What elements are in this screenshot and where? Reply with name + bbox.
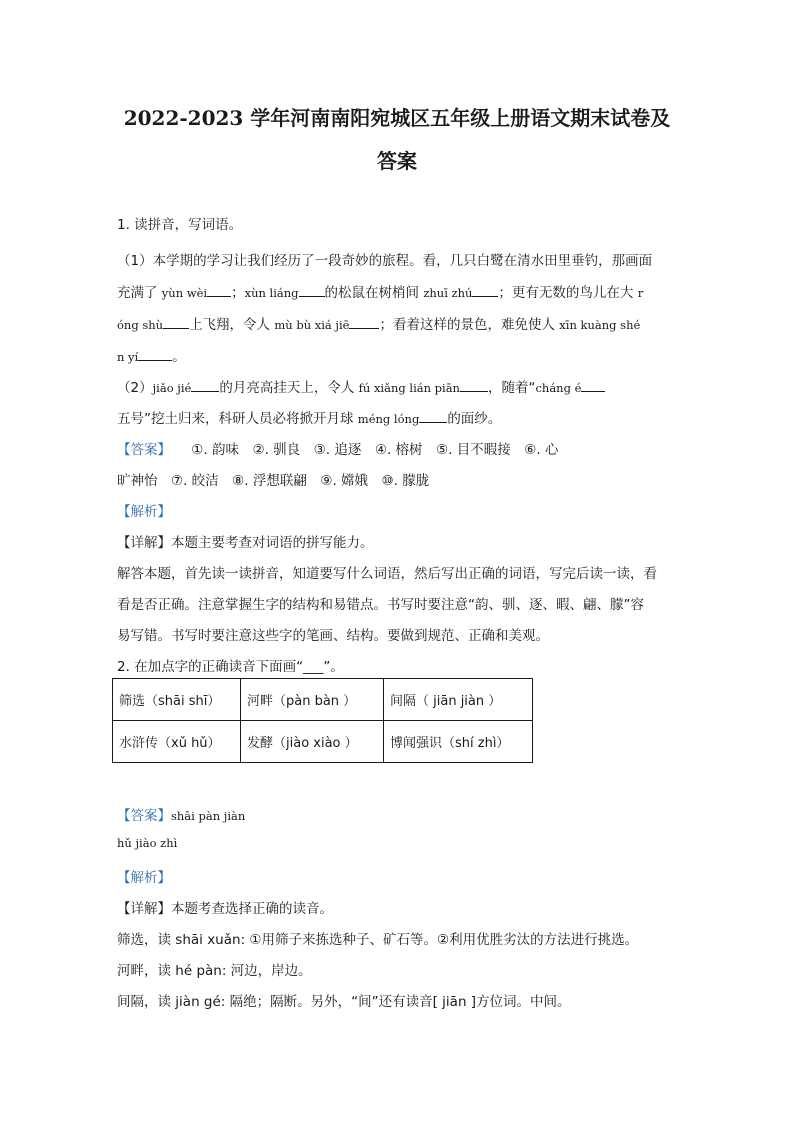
table-cell: 筛选（shāi shī） (113, 679, 241, 721)
q2-expl-line1: 筛选，读 shāi xuǎn: ①用筛子来拣选种子、矿石等。②利用优胜劣汰的方法进行挑选。 (117, 932, 639, 948)
prompt-text: 上飞翔，令人 (189, 317, 275, 333)
prompt-text: ；更有无数的鸟儿在大 (498, 285, 638, 301)
pinyin-text: n yí (117, 350, 139, 364)
pinyin-text: xīn kuàng shé (559, 318, 641, 332)
q1-analysis-label: 【解析】 (117, 504, 171, 520)
prompt-text: 的面纱。 (447, 411, 502, 427)
answer-blank (207, 284, 231, 297)
q1-p2-line2 (117, 407, 501, 427)
pinyin-text: xùn liáng (244, 286, 299, 300)
table-row (113, 721, 533, 763)
prompt-text: 的月亮高挂天上，令人 (219, 380, 359, 396)
q2-answer-text: shāi pàn jiàn (171, 809, 246, 823)
q1-answer-line2: 旷神怡 ⑦. 皎洁 ⑧. 浮想联翩 ⑨. 嫦娥 ⑩. 朦胧 (117, 473, 430, 489)
prompt-text: ，随着“ (487, 380, 536, 396)
q1-detail-label: 【详解】 (117, 535, 171, 551)
answer-blank (299, 284, 325, 297)
answer-blank (349, 316, 379, 329)
pinyin-text: fú xiǎng lián piān (358, 381, 460, 395)
q2-detail-text: 本题考查选择正确的读音。 (171, 901, 333, 917)
answer-blank (460, 379, 488, 392)
q1-p2-line1 (117, 376, 605, 396)
q1-answer-text: ①. 韵味 ②. 驯良 ③. 追逐 ④. 榕树 ⑤. 目不暇接 ⑥. 心 (191, 442, 559, 458)
prompt-text: ； (231, 285, 245, 301)
answer-blank (163, 316, 189, 329)
pinyin-text: jiǎo jié (152, 381, 192, 395)
prompt-text: 充满了 (117, 285, 162, 301)
q1-detail-text: 本题主要考查对词语的拼写能力。 (171, 535, 374, 551)
q1-p1-line3 (117, 313, 640, 333)
q2-expl-line3: 间隔，读 jiàn gé: 隔绝；隔断。另外，“间”还有读音[ jiān ]方位词。中间。 (117, 994, 571, 1010)
q1-answer-label: 【答案】 (117, 442, 171, 458)
q1-p1-line4 (117, 345, 186, 365)
prompt-text: 五号”挖土归来，科研人员必将掀开月球 (117, 411, 358, 427)
pinyin-text: cháng é (535, 381, 582, 395)
pinyin-text: zhuī zhú (423, 286, 473, 300)
table-cell: 河畔（pàn bàn ） (241, 679, 384, 721)
q2-analysis-label: 【解析】 (117, 870, 171, 886)
table-cell: 发酵（jiào xiào ） (241, 721, 384, 763)
q2-answer-line1 (117, 804, 245, 824)
answer-blank (472, 284, 498, 297)
q1-detail (117, 531, 374, 551)
answer-blank (138, 348, 172, 361)
prompt-text: 的松鼠在树梢间 (324, 285, 424, 301)
q2-reading-table (112, 678, 533, 763)
pinyin-text: yùn wèi (161, 286, 208, 300)
prompt-text: 。 (172, 349, 186, 365)
answer-blank (419, 410, 447, 423)
pinyin-text: méng lóng (357, 412, 420, 426)
q2-answer-line2: hǔ jiào zhì (117, 836, 178, 850)
answer-blank (191, 379, 219, 392)
page-title-line2: 答案 (377, 149, 417, 173)
q1-expl-line2: 看是否正确。注意掌握生字的结构和易错点。书写时要注意“韵、驯、逐、暇、翩、朦”容 (117, 597, 644, 613)
q2-detail-label: 【详解】 (117, 901, 171, 917)
pinyin-text: mù bù xiá jiē (274, 318, 350, 332)
prompt-text: ；看着这样的景色，难免使人 (379, 317, 560, 333)
table-cell: 博闻强识（shí zhì） (384, 721, 533, 763)
q1-p1-line1: （1）本学期的学习让我们经历了一段奇妙的旅程。看，几只白鹭在清水田里垂钓，那画面 (117, 253, 653, 269)
q2-detail (117, 897, 333, 917)
pinyin-text: óng shù (117, 318, 164, 332)
prompt-text: （2） (117, 380, 153, 396)
table-row (113, 679, 533, 721)
table-cell: 水浒传（xǔ hǔ） (113, 721, 241, 763)
q1-p1-line2 (117, 281, 643, 301)
q1-expl-line3: 易写错。书写时要注意这些字的笔画、结构。要做到规范、正确和美观。 (117, 628, 549, 644)
pinyin-text: r (637, 286, 644, 300)
q1-heading: 1. 读拼音，写词语。 (117, 217, 243, 233)
q2-expl-line2: 河畔，读 hé pàn: 河边，岸边。 (117, 963, 312, 979)
answer-blank (581, 379, 605, 392)
q1-answer-line1 (117, 438, 558, 458)
table-cell: 间隔（ jiān jiàn ） (384, 679, 533, 721)
page-title-line1: 2022-2023 学年河南南阳宛城区五年级上册语文期末试卷及 (123, 106, 671, 130)
q1-expl-line1: 解答本题，首先读一读拼音，知道要写什么词语，然后写出正确的词语，写完后读一读，看 (117, 566, 657, 582)
q2-heading: 2. 在加点字的正确读音下面画“___”。 (117, 659, 344, 675)
q2-answer-label: 【答案】 (117, 808, 171, 824)
